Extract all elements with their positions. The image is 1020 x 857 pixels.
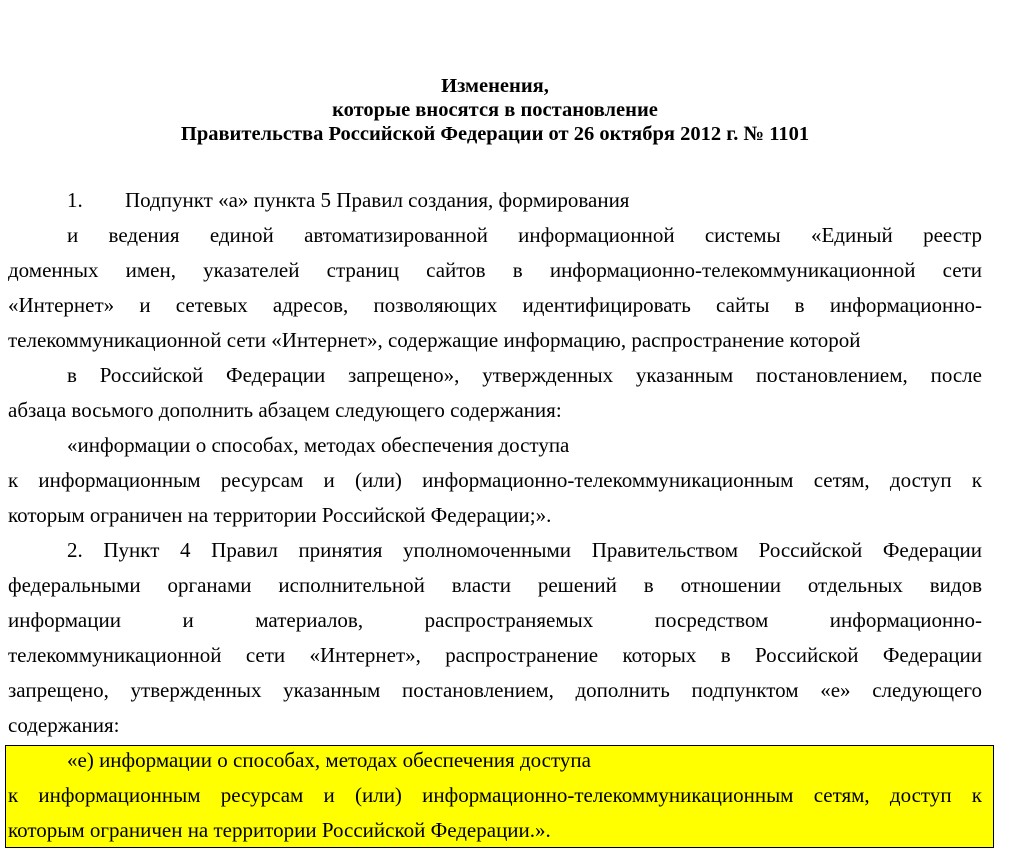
item-1-line: телекоммуникационной сети «Интернет», содержащие информацию, распространение которой (8, 328, 861, 352)
item-2-quote-line: «е) информации о способах, методах обеспечения доступа (67, 748, 591, 772)
item-2-quote-line: к информационным ресурсам и (или) информационно-телекоммуникационным сетям, доступ к (8, 783, 982, 807)
item-1-line: абзаца восьмого дополнить абзацем следующего содержания: (8, 398, 562, 422)
item-1-line: и ведения единой автоматизированной информационной системы «Единый реестр (67, 223, 982, 247)
item-2-line: телекоммуникационной сети «Интернет», распространение которых в Российской Федерации (8, 643, 982, 667)
item-1-line: доменных имен, указателей страниц сайтов в информационно-телекоммуникационной сети (8, 258, 982, 282)
item-1-quote-line: которым ограничен на территории Российской Федерации;». (8, 503, 552, 527)
item-2-line: запрещено, утвержденных указанным постановлением, дополнить подпунктом «е» следующего (8, 678, 982, 702)
item-2-line: содержания: (8, 713, 120, 737)
item-1-quote-line: «информации о способах, методах обеспечения доступа (67, 433, 570, 457)
item-2-line: федеральными органами исполнительной власти решений в отношении отдельных видов (8, 573, 982, 597)
title-line-2: которые вносятся в постановление (332, 99, 658, 121)
item-1-quote-line: к информационным ресурсам и (или) информационно-телекоммуникационным сетям, доступ к (8, 468, 982, 492)
title-line-1: Изменения, (441, 75, 549, 97)
item-1-number: 1. (67, 188, 83, 212)
title-line-3: Правительства Российской Федерации от 26 октября 2012 г. № 1101 (180, 123, 810, 145)
item-1-line: в Российской Федерации запрещено», утвержденных указанным постановлением, после (67, 363, 982, 387)
item-1-line: «Интернет» и сетевых адресов, позволяющих идентифицировать сайты в информационно- (8, 293, 982, 317)
item-1-first-line: Подпункт «а» пункта 5 Правил создания, формирования (125, 188, 630, 212)
item-2-line: информации и материалов, распространяемых посредством информационно- (8, 608, 982, 632)
item-2-line: 2. Пункт 4 Правил принятия уполномоченными Правительством Российской Федерации (67, 538, 982, 562)
item-2-quote-line: которым ограничен на территории Российской Федерации.». (8, 818, 551, 842)
